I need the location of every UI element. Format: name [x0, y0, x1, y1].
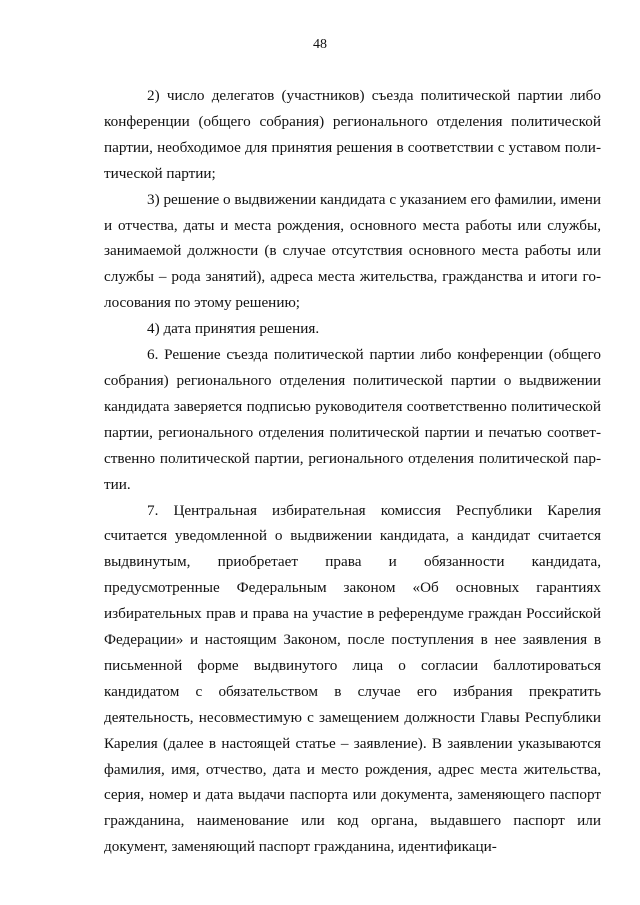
- paragraph-item-3: 3) решение о выдвижении кандидата с указанием его фамилии, имени и отчества, даты и места рождения, основного места работы или службы, занимаемой должности (в случае отсутствия основного места работы или службы – рода занятий), адреса места жительства, гражданства и итоги голосования по этому решению;: [104, 190, 601, 312]
- document-body: [104, 83, 601, 860]
- paragraph-item-4: 4) дата принятия решения.: [147, 320, 320, 338]
- paragraph-part-6: 6. Решение съезда политической партии либо конференции (общего собрания) регионального отделения политической партии о выдвижении кандидата заверяется подписью руководителя соответственно политической партии, регионального отделения политической партии и печатью соответственно политической партии, регионального отделения политической партии.: [104, 346, 601, 493]
- paragraph-item-2: 2) число делегатов (участников) съезда политической партии либо конференции (общего собрания) регионального отделения политической партии, необходимое для принятия решения в соответствии с уставом политической партии;: [104, 87, 601, 182]
- paragraph-part-7: 7. Центральная избирательная комиссия Республики Карелия считается уведомленной о выдвижении кандидата, а кандидат считается выдвинутым, приобретает права и обязанности кандидата, предусмотренные Федеральным законом «Об основных гарантиях избирательных прав и права на участие в референдуме граждан Российской Федерации» и настоящим Законом, после поступления в нее заявления в письменной форме выдвинутого лица о согласии баллотироваться кандидатом с обязательством в случае его избрания прекратить деятельность, несовместимую с замещением должности Главы Республики Карелия (далее в настоящей статье – заявление). В заявлении указываются фамилия, имя, отчество, дата и место рождения, адрес места жительства, серия, номер и дата выдачи паспорта или документа, заменяющего паспорт гражданина, наименование или код органа, выдавшего паспорт или документ, заменяющий паспорт гражданина, идентификаци-: [104, 501, 601, 856]
- page-number: 48: [313, 37, 327, 52]
